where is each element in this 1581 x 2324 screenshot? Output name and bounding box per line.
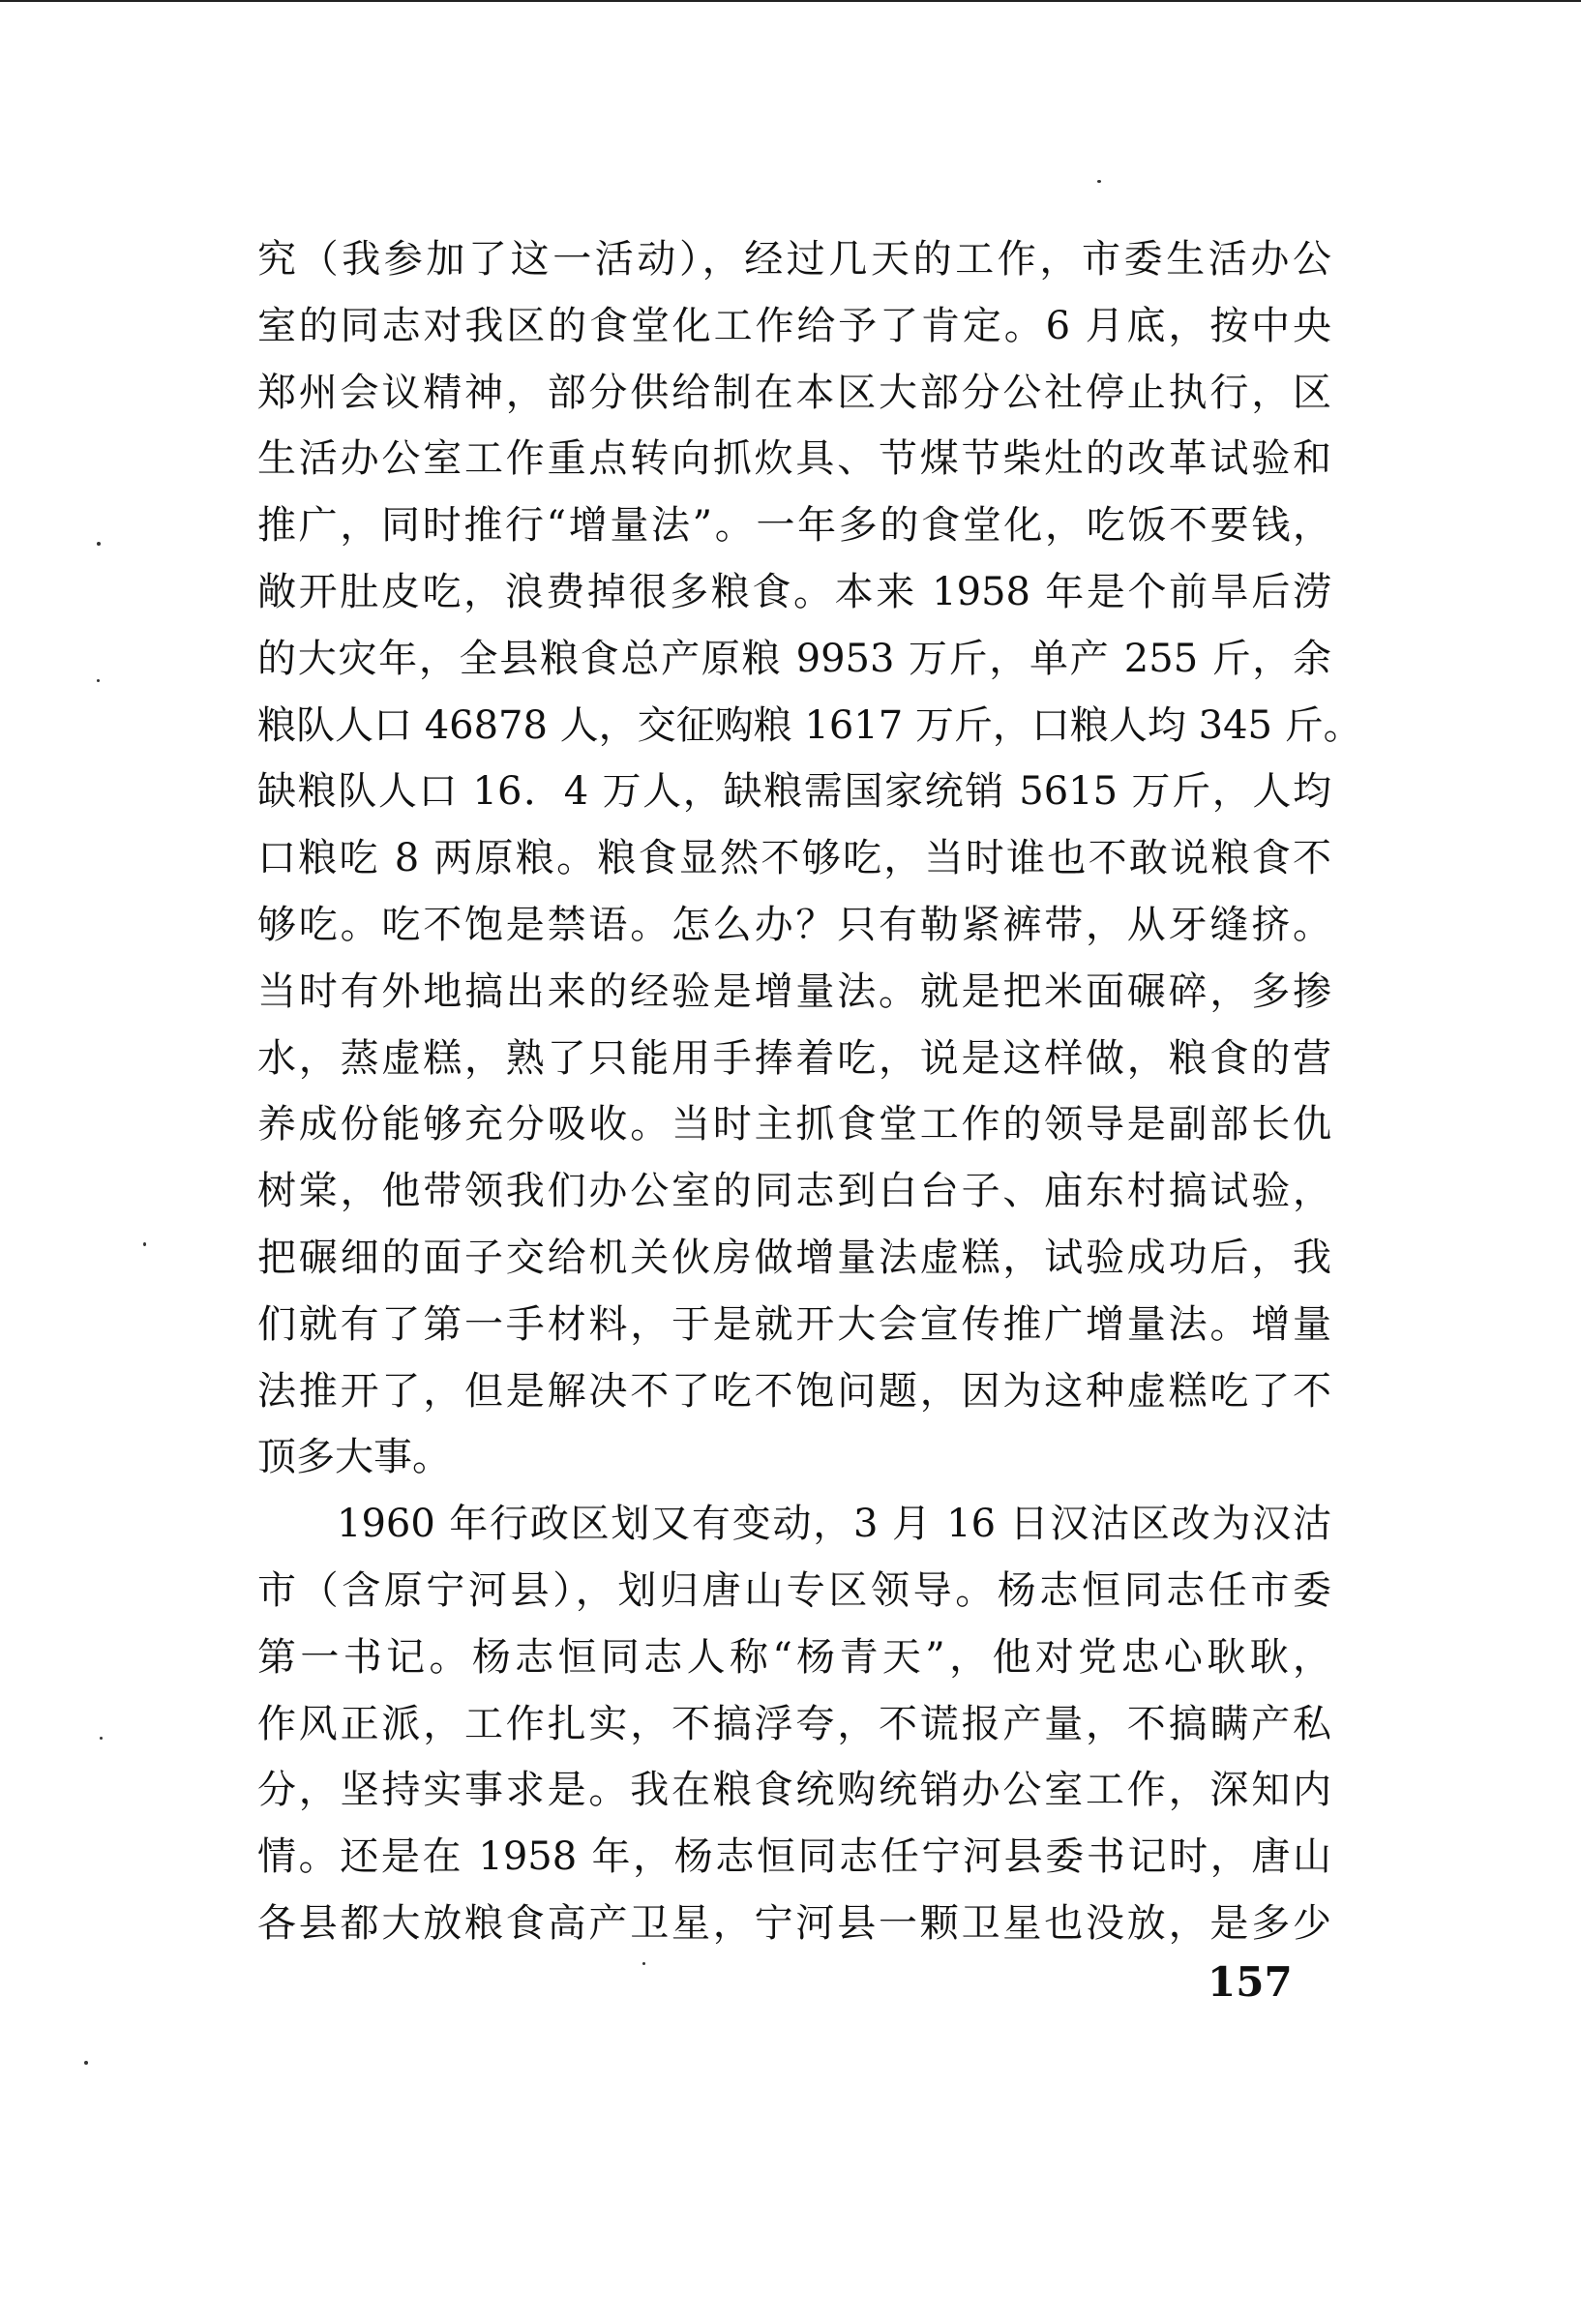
text-line: 把碾细的面子交给机关伙房做增量法虚糕，试验成功后，我 xyxy=(257,1235,1331,1280)
text-line: 当时有外地搞出来的经验是增量法。就是把米面碾碎，多掺 xyxy=(257,968,1331,1014)
text-line: 作风正派，工作扎实，不搞浮夸，不谎报产量，不搞瞒产私 xyxy=(257,1701,1331,1746)
text-line: 生活办公室工作重点转向抓炊具、节煤节柴灶的改革试验和 xyxy=(257,436,1331,482)
text-line: 水，蒸虚糕，熟了只能用手捧着吃，说是这样做，粮食的营 xyxy=(257,1035,1331,1081)
scan-speck xyxy=(1097,180,1101,183)
text-line: 树棠，他带领我们办公室的同志到白台子、庙东村搞试验， xyxy=(257,1169,1331,1214)
scan-speck xyxy=(84,2061,88,2065)
text-line: 够吃。吃不饱是禁语。怎么办？只有勒紧裤带，从牙缝挤。 xyxy=(257,902,1331,947)
text-line: 室的同志对我区的食堂化工作给予了肯定。6 月底，按中央 xyxy=(257,303,1331,348)
text-line: 第一书记。杨志恒同志人称“杨青天”，他对党忠心耿耿， xyxy=(257,1634,1331,1680)
text-line: 的大灾年，全县粮食总产原粮 9953 万斤，单产 255 斤，余 xyxy=(257,636,1331,681)
scan-speck xyxy=(97,679,100,682)
paragraph-end-line: 顶多大事。 xyxy=(257,1435,451,1480)
text-line: 法推开了，但是解决不了吃不饱问题，因为这种虚糕吃了不 xyxy=(257,1368,1331,1414)
scan-speck xyxy=(97,542,101,546)
text-line: 郑州会议精神，部分供给制在本区大部分公社停止执行，区 xyxy=(257,370,1331,415)
paragraph-start-line: 1960 年行政区划又有变动，3 月 16 日汉沽区改为汉沽 xyxy=(337,1502,1331,1547)
text-line: 敞开肚皮吃，浪费掉很多粮食。本来 1958 年是个前旱后涝 xyxy=(257,569,1331,614)
text-line: 推广，同时推行“增量法”。一年多的食堂化，吃饭不要钱， xyxy=(257,503,1331,549)
text-line: 市（含原宁河县），划归唐山专区领导。杨志恒同志任市委 xyxy=(257,1567,1331,1613)
scan-speck xyxy=(100,1737,103,1740)
text-line: 究（我参加了这一活动），经过几天的工作，市委生活办公 xyxy=(257,237,1331,282)
text-line: 各县都大放粮食高产卫星，宁河县一颗卫星也没放，是多少 xyxy=(257,1900,1331,1946)
text-line: 粮队人口 46878 人，交征购粮 1617 万斤，口粮人均 345 斤。 xyxy=(257,702,1362,748)
body-text xyxy=(257,226,1362,1957)
text-line: 们就有了第一手材料，于是就开大会宣传推广增量法。增量 xyxy=(257,1301,1331,1347)
scan-speck xyxy=(642,1962,645,1965)
page-number: 157 xyxy=(1208,1958,1293,2006)
text-line: 养成份能够充分吸收。当时主抓食堂工作的领导是副部长仇 xyxy=(257,1102,1331,1147)
text-line: 分，坚持实事求是。我在粮食统购统销办公室工作，深知内 xyxy=(257,1768,1331,1813)
text-line: 口粮吃 8 两原粮。粮食显然不够吃，当时谁也不敢说粮食不 xyxy=(257,836,1331,881)
scan-speck xyxy=(143,1242,146,1246)
text-line: 情。还是在 1958 年，杨志恒同志任宁河县委书记时，唐山 xyxy=(257,1834,1331,1880)
text-line: 缺粮队人口 16．4 万人，缺粮需国家统销 5615 万斤，人均 xyxy=(257,769,1331,815)
